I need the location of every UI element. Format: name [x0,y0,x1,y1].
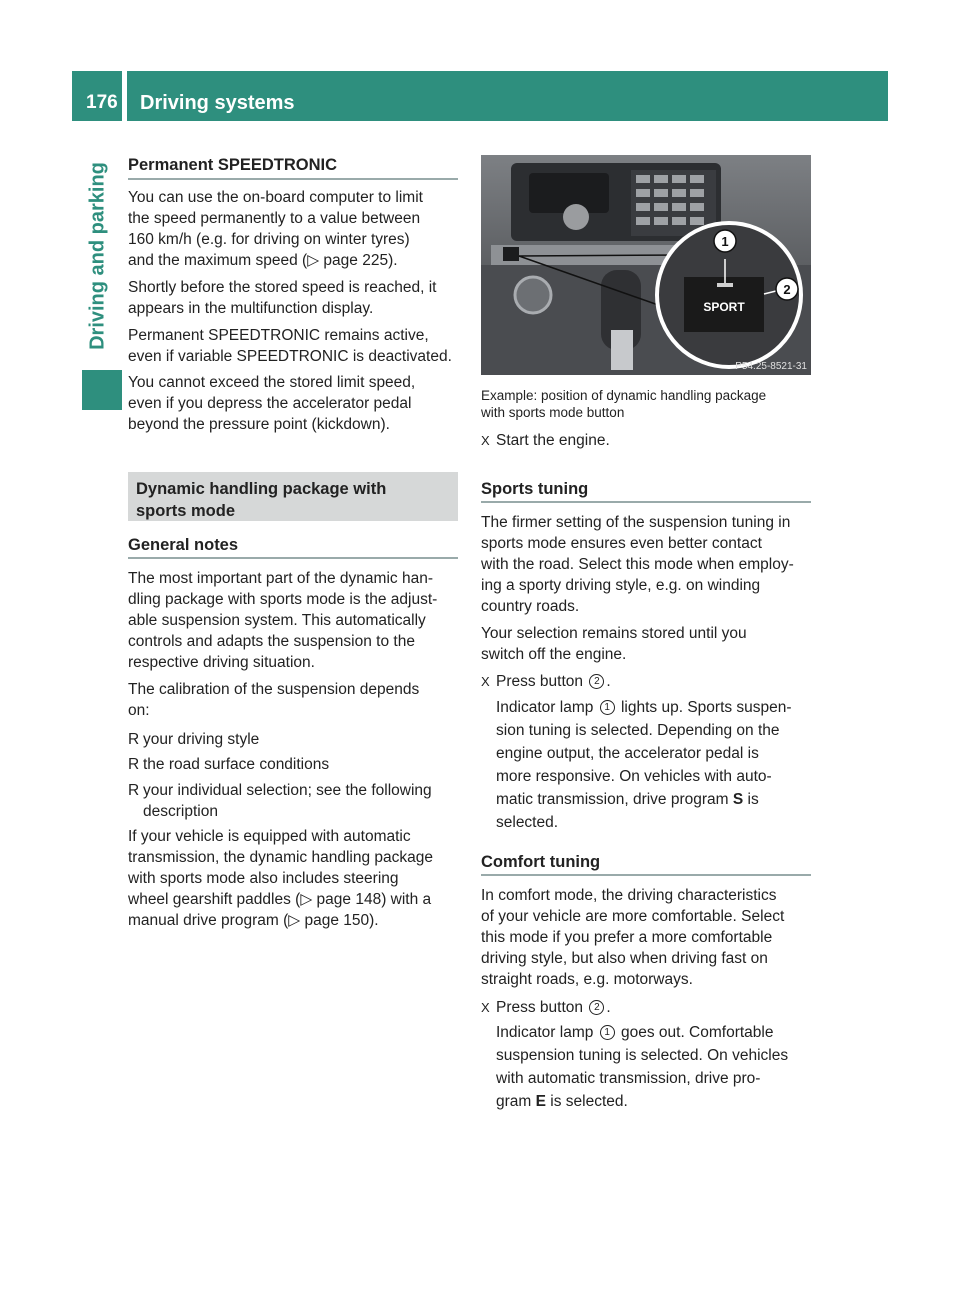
comfort-p1 [481,885,784,990]
sport-button-label: SPORT [703,300,745,314]
text-line: country roads. [481,598,580,615]
image-code: P54.25-8521-31 [735,361,807,372]
text-line: If your vehicle is equipped with automatic [128,828,411,845]
text-line: even if you depress the accelerator pedal [128,395,412,412]
bullet-marker: R [128,782,140,799]
text-fragment: goes out. Comfortable [620,1024,774,1041]
text-line: The calibration of the suspension depends [128,681,420,698]
text-line: wheel gearshift paddles (▷ page 148) with a [128,891,432,908]
callout-1: 1 [721,234,729,249]
text-line: description [143,803,218,820]
section-heading-box [128,472,458,521]
text-line: respective driving situation. [128,654,315,671]
text-line: and the maximum speed (▷ page 225). [128,252,398,269]
step-marker: X [481,433,490,448]
heading-dynamic-handling [136,478,386,522]
text-fragment: Press button [496,673,584,690]
text-line: with the road. Select this mode when employ- [481,556,794,573]
text-line [496,1090,814,1113]
text-fragment: matic transmission, drive program [496,791,729,808]
page-number-box [72,71,122,121]
caption-line: with sports mode button [481,405,625,420]
text-line [496,696,814,719]
text-line: You cannot exceed the stored limit speed, [128,374,416,391]
page-number: 176 [86,92,118,113]
text-line: In comfort mode, the driving characteristics [481,887,777,904]
text-line: selected. [496,814,559,831]
text-fragment: gram [496,1093,532,1110]
step-marker: X [481,674,490,689]
text-line: transmission, the dynamic handling package [128,849,434,866]
speedtronic-p2 [128,277,436,319]
bullet-marker: R [128,731,140,748]
heading-rule [128,557,458,559]
heading-rule [481,501,811,503]
step-text: Start the engine. [496,432,610,449]
text-line: controls and adapts the suspension to the [128,633,415,650]
text-fragment: is selected. [550,1093,628,1110]
text-line: suspension tuning is selected. On vehicles [496,1047,789,1064]
drive-program-letter: E [535,1093,546,1110]
photo-caption [481,387,766,421]
bullet-text [143,780,432,822]
text-line: dling package with sports mode is the adjust- [128,591,438,608]
general-p2 [128,679,419,721]
speedtronic-p4 [128,372,415,435]
text-fragment: Indicator lamp [496,1024,594,1041]
text-line: on: [128,702,150,719]
text-line: the speed permanently to a value between [128,210,421,227]
text-fragment: Press button [496,999,584,1016]
text-line: with sports mode also includes steering [128,870,399,887]
heading-sports-tuning: Sports tuning [481,480,589,498]
step-marker: X [481,1000,490,1015]
text-line: with automatic transmission, drive pro- [496,1070,761,1087]
section-header [127,71,888,121]
text-line: The most important part of the dynamic han- [128,570,433,587]
text-line: straight roads, e.g. motorways. [481,971,693,988]
comfort-step-result [496,1021,814,1113]
callout-1-icon: 1 [600,1025,615,1040]
text-line: sion tuning is selected. Depending on the [496,722,780,739]
callout-2: 2 [783,282,791,297]
caption-line: Example: position of dynamic handling package [481,388,767,403]
heading-rule [128,178,458,180]
console-illustration [481,155,811,375]
text-line: appears in the multifunction display. [128,300,374,317]
text-line: 160 km/h (e.g. for driving on winter tyres) [128,231,410,248]
text-line [496,1021,814,1044]
text-line: switch off the engine. [481,646,627,663]
text-line: more responsive. On vehicles with auto- [496,768,772,785]
side-tab-marker [82,370,122,410]
general-p3 [128,826,433,931]
heading-comfort-tuning: Comfort tuning [481,853,601,871]
general-p1 [128,568,437,673]
section-title: Driving systems [140,92,295,114]
text-fragment: Indicator lamp [496,699,594,716]
bullet-marker: R [128,756,140,773]
callout-2-icon: 2 [589,674,604,689]
text-line: driving style, but also when driving fast on [481,950,768,967]
side-tab-label: Driving and parking [86,162,109,350]
text-line: Shortly before the stored speed is reached, it [128,279,437,296]
heading-line: Dynamic handling package with [136,480,387,498]
sports-step-result [496,696,814,834]
text-line: Your selection remains stored until you [481,625,747,642]
text-line: beyond the pressure point (kickdown). [128,416,390,433]
text-line: The firmer setting of the suspension tuning in [481,514,791,531]
text-line: engine output, the accelerator pedal is [496,745,759,762]
bullet-text: the road surface conditions [143,756,330,773]
sports-p1 [481,512,794,617]
text-line: sports mode ensures even better contact [481,535,762,552]
console-photo [481,155,811,375]
text-line: even if variable SPEEDTRONIC is deactivated. [128,348,452,365]
text-line: You can use the on-board computer to limit [128,189,423,206]
speedtronic-p3 [128,325,452,367]
text-line [496,788,814,811]
text-line: this mode if you prefer a more comfortable [481,929,773,946]
text-line: manual drive program (▷ page 150). [128,912,379,929]
speedtronic-p1 [128,187,423,271]
step-text: Press button 2 . [496,999,611,1016]
heading-rule [481,874,811,876]
text-line: Permanent SPEEDTRONIC remains active, [128,327,429,344]
text-line: ing a sporty driving style, e.g. on winding [481,577,761,594]
text-line: able suspension system. This automatically [128,612,426,629]
heading-line: sports mode [136,502,236,520]
bullet-text: your driving style [143,731,260,748]
drive-program-letter: S [732,791,744,808]
callout-2-icon: 2 [589,1000,604,1015]
text-fragment: lights up. Sports suspen- [620,699,792,716]
sports-p2 [481,623,747,665]
text-line: of your vehicle are more comfortable. Select [481,908,785,925]
text-fragment: is [747,791,759,808]
heading-general-notes: General notes [128,536,239,554]
callout-1-icon: 1 [600,700,615,715]
step-text: Press button 2 . [496,673,611,690]
text-line: your individual selection; see the following [143,782,432,799]
heading-permanent-speedtronic: Permanent SPEEDTRONIC [128,156,338,174]
